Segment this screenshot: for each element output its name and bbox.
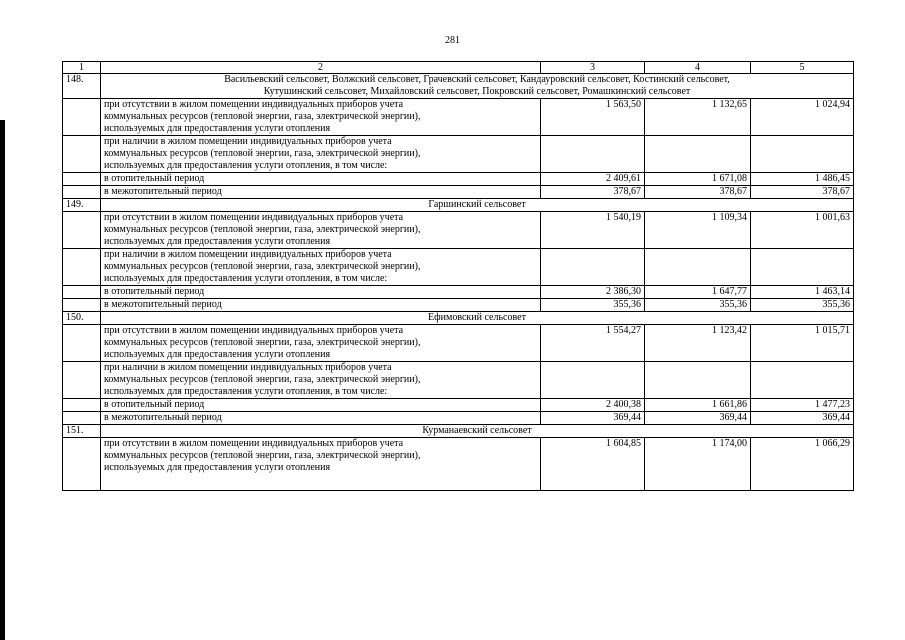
- value-v4: 1 109,34: [645, 212, 751, 249]
- tariff-table: [62, 61, 854, 491]
- value-v3: 2 409,61: [541, 173, 645, 186]
- row-description: [101, 362, 541, 399]
- value-v5: [751, 136, 854, 173]
- group-title: [101, 425, 854, 438]
- row-description-line: коммунальных ресурсов (тепловой энергии, газа, электрической энергии),: [104, 111, 421, 122]
- table-row: [63, 286, 854, 299]
- row-description-line: коммунальных ресурсов (тепловой энергии, газа, электрической энергии),: [104, 374, 421, 385]
- group-number: 148.: [63, 74, 101, 99]
- table-row: [63, 212, 854, 249]
- row-description-line: при наличии в жилом помещении индивидуальных приборов учета: [104, 249, 392, 260]
- row-description: [101, 399, 541, 412]
- header-col-4: 4: [645, 62, 751, 74]
- value-v4: 1 132,65: [645, 99, 751, 136]
- row-description-line: при наличии в жилом помещении индивидуальных приборов учета: [104, 362, 392, 373]
- row-description: [101, 99, 541, 136]
- row-description-line: используемых для предоставления услуги отопления, в том числе:: [104, 160, 388, 171]
- table-row: [63, 438, 854, 491]
- group-header-row: [63, 425, 854, 438]
- value-v3: [541, 362, 645, 399]
- value-v5: 1 486,45: [751, 173, 854, 186]
- value-v3: 1 554,27: [541, 325, 645, 362]
- value-v5: 355,36: [751, 299, 854, 312]
- value-v5: 1 477,23: [751, 399, 854, 412]
- row-description-line: при отсутствии в жилом помещении индивидуальных приборов учета: [104, 99, 404, 110]
- group-title: [101, 74, 854, 99]
- row-number-cell: [63, 186, 101, 199]
- row-number-cell: [63, 249, 101, 286]
- value-v5: 369,44: [751, 412, 854, 425]
- group-title: [101, 312, 854, 325]
- row-description-line: коммунальных ресурсов (тепловой энергии, газа, электрической энергии),: [104, 450, 421, 461]
- value-v4: 355,36: [645, 299, 751, 312]
- group-number: 150.: [63, 312, 101, 325]
- value-v4: 369,44: [645, 412, 751, 425]
- group-title-line: Курманаевский сельсовет: [422, 425, 532, 436]
- value-v5: 1 024,94: [751, 99, 854, 136]
- table-row: [63, 136, 854, 173]
- row-number-cell: [63, 212, 101, 249]
- group-title-line: Васильевский сельсовет, Волжский сельсовет, Грачевский сельсовет, Кандауровский сельсовет, Костинский сельсовет,: [224, 74, 730, 85]
- row-number-cell: [63, 173, 101, 186]
- row-description-line: используемых для предоставления услуги отопления, в том числе:: [104, 273, 388, 284]
- row-description-line: используемых для предоставления услуги отопления: [104, 236, 331, 247]
- value-v5: 378,67: [751, 186, 854, 199]
- header-col-3: 3: [541, 62, 645, 74]
- row-number-cell: [63, 362, 101, 399]
- value-v3: 378,67: [541, 186, 645, 199]
- row-description-line: при отсутствии в жилом помещении индивидуальных приборов учета: [104, 325, 404, 336]
- row-description: [101, 412, 541, 425]
- value-v3: 1 604,85: [541, 438, 645, 491]
- row-description-line: коммунальных ресурсов (тепловой энергии, газа, электрической энергии),: [104, 337, 421, 348]
- row-description-line: при отсутствии в жилом помещении индивидуальных приборов учета: [104, 212, 404, 223]
- table-row: [63, 299, 854, 312]
- row-description-line: в межотопительный период: [104, 186, 222, 197]
- row-description-line: в отопительный период: [104, 286, 205, 297]
- value-v3: 1 563,50: [541, 99, 645, 136]
- table-row: [63, 173, 854, 186]
- row-description-line: в межотопительный период: [104, 412, 222, 423]
- value-v4: 1 647,77: [645, 286, 751, 299]
- header-col-1: 1: [63, 62, 101, 74]
- row-description-line: используемых для предоставления услуги отопления: [104, 123, 331, 134]
- value-v3: 369,44: [541, 412, 645, 425]
- row-description-line: используемых для предоставления услуги отопления: [104, 349, 331, 360]
- row-description-line: используемых для предоставления услуги отопления: [104, 462, 331, 473]
- value-v3: 355,36: [541, 299, 645, 312]
- group-header-row: [63, 74, 854, 99]
- value-v5: [751, 249, 854, 286]
- table-row: [63, 186, 854, 199]
- group-title: [101, 199, 854, 212]
- group-number: 149.: [63, 199, 101, 212]
- row-number-cell: [63, 299, 101, 312]
- value-v3: [541, 249, 645, 286]
- row-description: [101, 173, 541, 186]
- row-description: [101, 186, 541, 199]
- value-v4: [645, 249, 751, 286]
- value-v5: 1 001,63: [751, 212, 854, 249]
- header-row: [63, 62, 854, 74]
- value-v4: 1 174,00: [645, 438, 751, 491]
- row-description-line: в отопительный период: [104, 173, 205, 184]
- row-description-line: при наличии в жилом помещении индивидуальных приборов учета: [104, 136, 392, 147]
- table-row: [63, 325, 854, 362]
- value-v3: [541, 136, 645, 173]
- row-number-cell: [63, 136, 101, 173]
- row-number-cell: [63, 399, 101, 412]
- table-row: [63, 412, 854, 425]
- row-description: [101, 299, 541, 312]
- row-number-cell: [63, 286, 101, 299]
- group-header-row: [63, 199, 854, 212]
- header-col-5: 5: [751, 62, 854, 74]
- value-v4: 1 661,86: [645, 399, 751, 412]
- header-col-2: 2: [101, 62, 541, 74]
- row-description: [101, 249, 541, 286]
- group-header-row: [63, 312, 854, 325]
- table-row: [63, 362, 854, 399]
- row-description-line: при отсутствии в жилом помещении индивидуальных приборов учета: [104, 438, 404, 449]
- page-number: 281: [445, 35, 460, 46]
- group-title-line: Кутушинский сельсовет, Михайловский сельсовет, Покровский сельсовет, Ромашкинский сельсовет: [263, 86, 691, 97]
- row-description-line: в межотопительный период: [104, 299, 222, 310]
- value-v5: 1 066,29: [751, 438, 854, 491]
- row-description: [101, 286, 541, 299]
- scan-edge: [0, 120, 5, 640]
- row-description-line: коммунальных ресурсов (тепловой энергии, газа, электрической энергии),: [104, 224, 421, 235]
- value-v3: 2 386,30: [541, 286, 645, 299]
- row-description: [101, 212, 541, 249]
- value-v4: [645, 362, 751, 399]
- value-v5: 1 463,14: [751, 286, 854, 299]
- value-v4: 1 123,42: [645, 325, 751, 362]
- value-v4: 1 671,08: [645, 173, 751, 186]
- row-number-cell: [63, 438, 101, 491]
- group-title-line: Ефимовский сельсовет: [428, 312, 526, 323]
- row-description-line: коммунальных ресурсов (тепловой энергии, газа, электрической энергии),: [104, 261, 421, 272]
- table-row: [63, 399, 854, 412]
- row-description-line: коммунальных ресурсов (тепловой энергии, газа, электрической энергии),: [104, 148, 421, 159]
- row-description: [101, 325, 541, 362]
- row-description: [101, 438, 541, 491]
- group-number: 151.: [63, 425, 101, 438]
- tariff-table-body: [63, 62, 854, 491]
- row-description-line: используемых для предоставления услуги отопления, в том числе:: [104, 386, 388, 397]
- table-row: [63, 249, 854, 286]
- value-v3: 2 400,38: [541, 399, 645, 412]
- value-v5: [751, 362, 854, 399]
- value-v4: [645, 136, 751, 173]
- value-v4: 378,67: [645, 186, 751, 199]
- row-number-cell: [63, 412, 101, 425]
- table-row: [63, 99, 854, 136]
- row-description-line: в отопительный период: [104, 399, 205, 410]
- value-v5: 1 015,71: [751, 325, 854, 362]
- row-number-cell: [63, 325, 101, 362]
- row-number-cell: [63, 99, 101, 136]
- row-description: [101, 136, 541, 173]
- value-v3: 1 540,19: [541, 212, 645, 249]
- group-title-line: Гаршинский сельсовет: [428, 199, 526, 210]
